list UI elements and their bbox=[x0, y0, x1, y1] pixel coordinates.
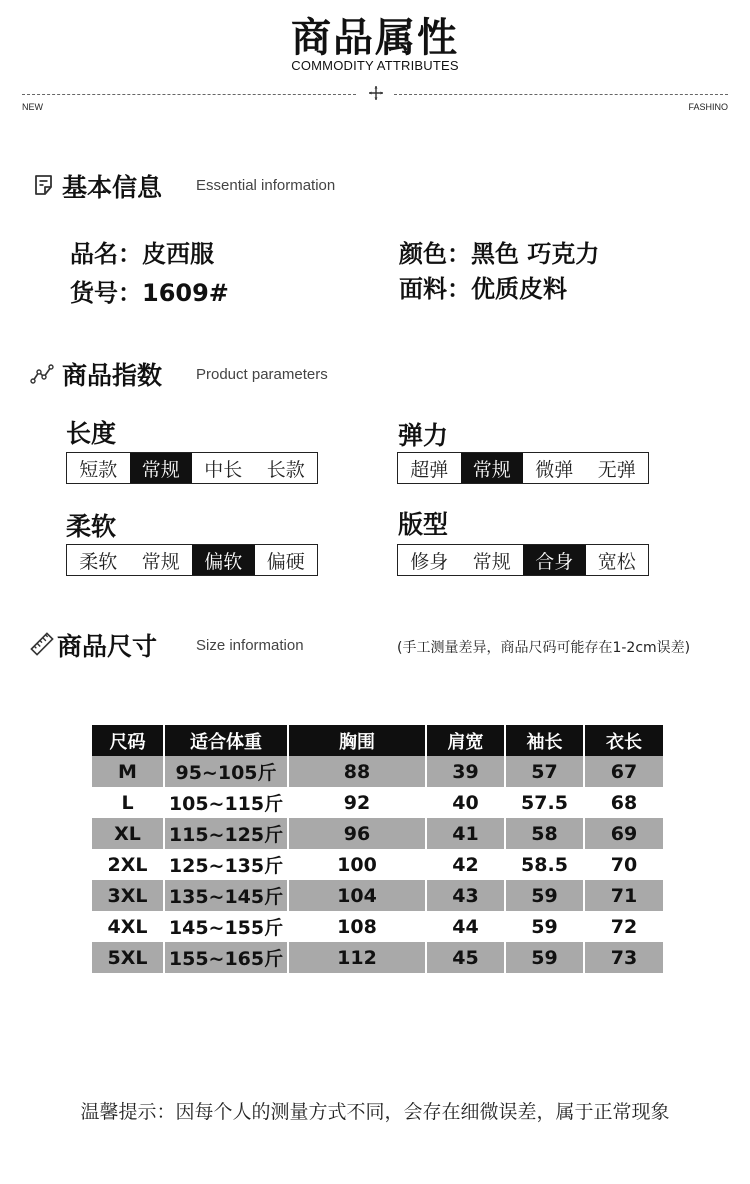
table-cell: 108 bbox=[288, 911, 426, 942]
divider-right bbox=[394, 94, 728, 95]
table-row bbox=[92, 911, 663, 942]
table-cell: 59 bbox=[505, 942, 584, 973]
size-measurement-note: (手工测量差异，商品尺码可能存在1-2cm误差) bbox=[397, 640, 691, 656]
softness-scale bbox=[66, 544, 318, 576]
fit-label: 版型 bbox=[398, 510, 449, 539]
elasticity-option: 微弹 bbox=[535, 458, 574, 481]
params-subtitle: Product parameters bbox=[196, 366, 328, 383]
product-color: 颜色：黑色 巧克力 bbox=[399, 240, 600, 268]
table-cell: 115~125斤 bbox=[164, 818, 288, 849]
document-icon bbox=[32, 173, 56, 197]
fit-option: 常规 bbox=[472, 550, 511, 573]
table-cell: 96 bbox=[288, 818, 426, 849]
table-cell: 70 bbox=[584, 849, 663, 880]
table-row bbox=[92, 756, 663, 787]
length-option: 短款 bbox=[79, 458, 118, 481]
softness-option: 偏硬 bbox=[266, 550, 305, 573]
fit-scale bbox=[397, 544, 649, 576]
basic-info-subtitle: Essential information bbox=[196, 177, 336, 194]
table-row bbox=[92, 787, 663, 818]
table-cell: 71 bbox=[584, 880, 663, 911]
basic-info-title: 基本信息 bbox=[62, 173, 163, 202]
table-cell: 3XL bbox=[92, 880, 164, 911]
table-row bbox=[92, 880, 663, 911]
elasticity-option: 超弹 bbox=[410, 458, 449, 481]
table-cell: 72 bbox=[584, 911, 663, 942]
elasticity-option: 常规 bbox=[461, 453, 524, 483]
page-title: 商品属性 bbox=[291, 15, 459, 61]
table-cell: 73 bbox=[584, 942, 663, 973]
column-header: 适合体重 bbox=[164, 725, 288, 756]
page-subtitle: COMMODITY ATTRIBUTES bbox=[291, 58, 459, 73]
table-cell: 88 bbox=[288, 756, 426, 787]
length-scale bbox=[66, 452, 318, 484]
table-cell: 43 bbox=[426, 880, 505, 911]
size-info-subtitle: Size information bbox=[196, 637, 304, 654]
table-cell: 39 bbox=[426, 756, 505, 787]
table-cell: 42 bbox=[426, 849, 505, 880]
ruler-icon bbox=[30, 632, 54, 656]
table-cell: 104 bbox=[288, 880, 426, 911]
line-chart-icon bbox=[30, 362, 54, 386]
column-header: 肩宽 bbox=[426, 725, 505, 756]
length-label: 长度 bbox=[66, 419, 117, 448]
softness-option: 柔软 bbox=[79, 550, 118, 573]
table-cell: 69 bbox=[584, 818, 663, 849]
table-header-row bbox=[92, 725, 663, 756]
corner-tag-left: NEW bbox=[22, 102, 43, 112]
table-cell: 40 bbox=[426, 787, 505, 818]
table-row bbox=[92, 849, 663, 880]
length-option: 中长 bbox=[204, 458, 243, 481]
table-cell: 45 bbox=[426, 942, 505, 973]
table-cell: 135~145斤 bbox=[164, 880, 288, 911]
table-cell: 57.5 bbox=[505, 787, 584, 818]
table-cell: 4XL bbox=[92, 911, 164, 942]
table-cell: 145~155斤 bbox=[164, 911, 288, 942]
table-cell: 2XL bbox=[92, 849, 164, 880]
softness-label: 柔软 bbox=[66, 512, 117, 541]
fit-option: 宽松 bbox=[597, 550, 636, 573]
table-cell: 105~115斤 bbox=[164, 787, 288, 818]
table-row bbox=[92, 942, 663, 973]
column-header: 胸围 bbox=[288, 725, 426, 756]
params-title: 商品指数 bbox=[62, 361, 163, 390]
softness-option: 偏软 bbox=[192, 545, 255, 575]
table-cell: 67 bbox=[584, 756, 663, 787]
softness-option: 常规 bbox=[141, 550, 180, 573]
product-name: 品名：皮西服 bbox=[70, 240, 214, 268]
table-cell: 95~105斤 bbox=[164, 756, 288, 787]
product-item-number: 货号：1609# bbox=[70, 279, 229, 307]
length-option: 长款 bbox=[266, 458, 305, 481]
table-cell: 44 bbox=[426, 911, 505, 942]
elasticity-scale bbox=[397, 452, 649, 484]
table-cell: M bbox=[92, 756, 164, 787]
length-option: 常规 bbox=[130, 453, 193, 483]
product-fabric: 面料：优质皮料 bbox=[399, 275, 567, 303]
footer-tip: 温馨提示：因每个人的测量方式不同，会存在细微误差，属于正常现象 bbox=[80, 1101, 670, 1123]
table-cell: L bbox=[92, 787, 164, 818]
table-cell: 100 bbox=[288, 849, 426, 880]
table-cell: 57 bbox=[505, 756, 584, 787]
table-row bbox=[92, 818, 663, 849]
table-cell: 112 bbox=[288, 942, 426, 973]
table-cell: 68 bbox=[584, 787, 663, 818]
corner-tag-right: FASHINO bbox=[688, 102, 728, 112]
elasticity-label: 弹力 bbox=[398, 421, 449, 450]
table-cell: 59 bbox=[505, 911, 584, 942]
column-header: 尺码 bbox=[92, 725, 164, 756]
table-cell: 58.5 bbox=[505, 849, 584, 880]
table-cell: 59 bbox=[505, 880, 584, 911]
divider-left bbox=[22, 94, 356, 95]
table-cell: 125~135斤 bbox=[164, 849, 288, 880]
fit-option: 合身 bbox=[523, 545, 586, 575]
fit-option: 修身 bbox=[410, 550, 449, 573]
table-cell: XL bbox=[92, 818, 164, 849]
plus-cross-icon bbox=[368, 85, 384, 101]
table-cell: 58 bbox=[505, 818, 584, 849]
column-header: 袖长 bbox=[505, 725, 584, 756]
elasticity-option: 无弹 bbox=[597, 458, 636, 481]
size-info-title: 商品尺寸 bbox=[57, 632, 158, 661]
table-cell: 155~165斤 bbox=[164, 942, 288, 973]
table-cell: 5XL bbox=[92, 942, 164, 973]
table-cell: 92 bbox=[288, 787, 426, 818]
size-table bbox=[92, 725, 663, 973]
table-cell: 41 bbox=[426, 818, 505, 849]
column-header: 衣长 bbox=[584, 725, 663, 756]
